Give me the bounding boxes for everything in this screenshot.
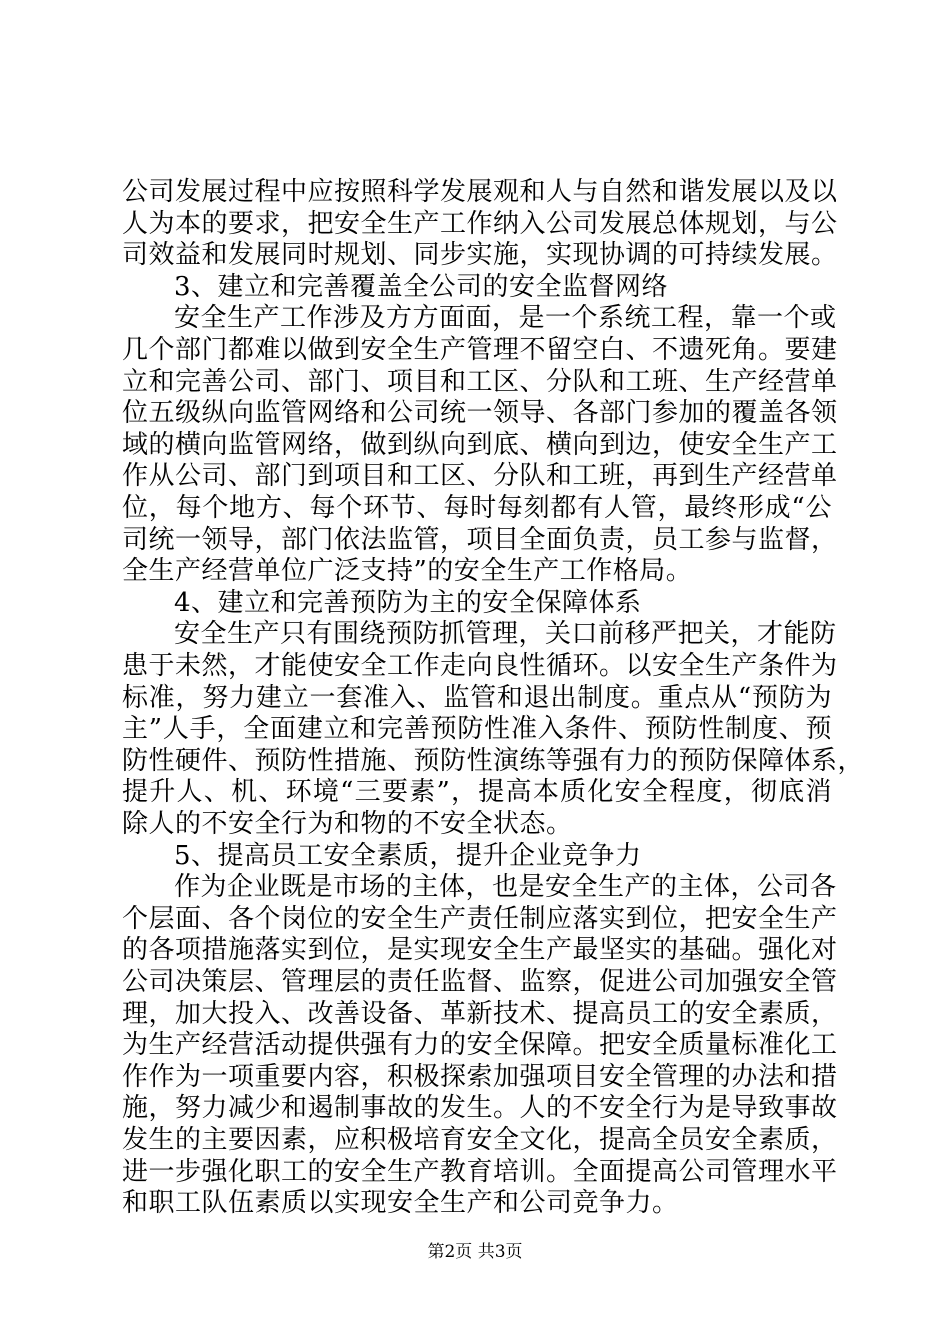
text-line: 安全生产只有围绕预防抓管理，关口前移严把关，才能防 — [174, 619, 837, 649]
text-line: 作从公司、部门到项目和工区、分队和工班，再到生产经营单 — [122, 461, 838, 491]
text-line: 位五级纵向监管网络和公司统一领导、各部门参加的覆盖各领 — [122, 398, 838, 428]
text-line: 安全生产工作涉及方方面面，是一个系统工程，靠一个或 — [174, 303, 837, 333]
text-line: 人为本的要求，把安全生产工作纳入公司发展总体规划，与公 — [122, 209, 838, 239]
text-line: 防性硬件、预防性措施、预防性演练等强有力的预防保障体系， — [122, 746, 865, 776]
text-line: 作作为一项重要内容，积极探索加强项目安全管理的办法和措 — [122, 1062, 838, 1092]
text-line: 主”人手，全面建立和完善预防性准入条件、预防性制度、预 — [122, 714, 832, 744]
section-heading: 5、提高员工安全素质，提升企业竞争力 — [174, 841, 642, 871]
text-line: 域的横向监管网络，做到纵向到底、横向到边，使安全生产工 — [122, 430, 838, 460]
text-line: 和职工队伍素质以实现安全生产和公司竞争力。 — [122, 1188, 679, 1218]
text-line: 为生产经营活动提供强有力的安全保障。把安全质量标准化工 — [122, 1030, 838, 1060]
section-heading: 3、建立和完善覆盖全公司的安全监督网络 — [174, 272, 669, 302]
text-line: 司效益和发展同时规划、同步实施，实现协调的可持续发展。 — [122, 240, 838, 270]
text-line: 进一步强化职工的安全生产教育培训。全面提高公司管理水平 — [122, 1157, 838, 1187]
text-line: 位，每个地方、每个环节、每时每刻都有人管，最终形成“公 — [122, 493, 832, 523]
text-line: 提升人、机、环境“三要素”，提高本质化安全程度，彻底消 — [122, 777, 832, 807]
text-line: 标准，努力建立一套准入、监管和退出制度。重点从“预防为 — [122, 683, 832, 713]
text-line: 除人的不安全行为和物的不安全状态。 — [122, 809, 573, 839]
text-line: 的各项措施落实到位，是实现安全生产最坚实的基础。强化对 — [122, 935, 838, 965]
text-line: 公司决策层、管理层的责任监督、监察，促进公司加强安全管 — [122, 967, 838, 997]
text-line: 全生产经营单位广泛支持”的安全生产工作格局。 — [122, 556, 693, 586]
text-line: 施，努力减少和遏制事故的发生。人的不安全行为是导致事故 — [122, 1093, 838, 1123]
text-line: 司统一领导，部门依法监管，项目全面负责，员工参与监督， — [122, 525, 838, 555]
text-line: 个层面、各个岗位的安全生产责任制应落实到位，把安全生产 — [122, 904, 838, 934]
page-number: 第2页 共3页 — [427, 1242, 523, 1262]
text-line: 公司发展过程中应按照科学发展观和人与自然和谐发展以及以 — [122, 177, 838, 207]
text-line: 立和完善公司、部门、项目和工区、分队和工班、生产经营单 — [122, 367, 838, 397]
text-line: 几个部门都难以做到安全生产管理不留空白、不遗死角。要建 — [122, 335, 838, 365]
text-line: 理，加大投入、改善设备、革新技术、提高员工的安全素质， — [122, 999, 838, 1029]
text-line: 发生的主要因素，应积极培育安全文化，提高全员安全素质， — [122, 1125, 838, 1155]
section-heading: 4、建立和完善预防为主的安全保障体系 — [174, 588, 642, 618]
text-line: 作为企业既是市场的主体，也是安全生产的主体，公司各 — [174, 872, 837, 902]
text-line: 患于未然，才能使安全工作走向良性循环。以安全生产条件为 — [122, 651, 838, 681]
